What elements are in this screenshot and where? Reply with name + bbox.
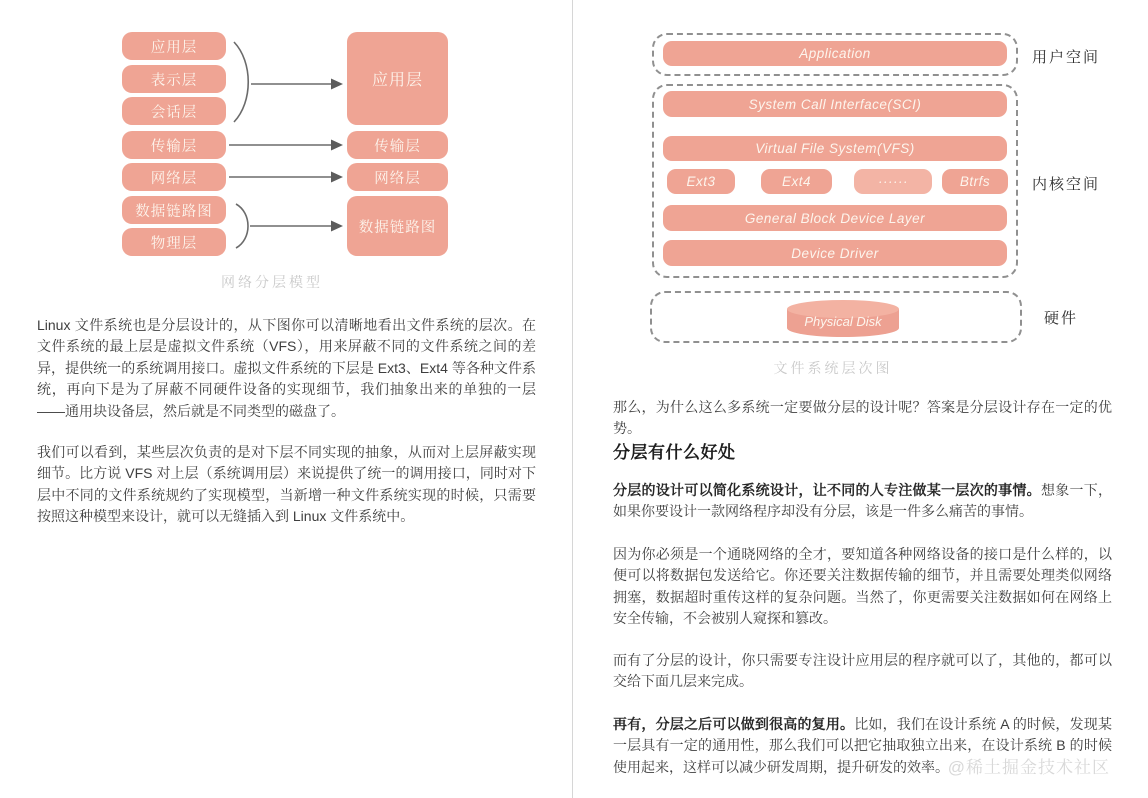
osi-layer-box: 传输层	[122, 131, 226, 159]
device-driver-bar: Device Driver	[663, 240, 1007, 266]
brace-curve	[234, 42, 248, 122]
ext3-box: Ext3	[667, 169, 735, 194]
virtual-file-system-bar: Virtual File System(VFS)	[663, 136, 1007, 161]
paragraph: 那么，为什么这么多系统一定要做分层的设计呢？答案是分层设计存在一定的优势。	[613, 399, 1112, 437]
ext4-box: Ext4	[761, 169, 832, 194]
page-divider	[572, 0, 573, 798]
bold-lead-text: 分层的设计可以简化系统设计，让不同的人专注做某一层次的事情。	[613, 482, 1041, 498]
bold-lead-text: 再有，分层之后可以做到很高的复用。	[613, 716, 855, 732]
brace-curve	[236, 204, 248, 248]
kernel-space-label: 内核空间	[1032, 176, 1101, 193]
watermark: @稀土掘金技术社区	[947, 758, 1110, 777]
merged-layer-box: 数据链路图	[347, 196, 448, 256]
paragraph: 因为你必须是一个通晓网络的全才，要知道各种网络设备的接口是什么样的，以便可以将数据包发送给它。你还要关注数据传输的细节，并且需要处理类似网络拥塞，数据超时重传这样的复杂问题。当然了，你更需要关注数据如何在网络上安全传输，不会被别人窥探和篡改。	[613, 546, 1112, 627]
paragraph-text: 比如，我们在设计系统 A 的时候，发现某一层具有一定的通用性，那么我们可以把它抽取独立出来，在设计系统 B 的时候使用起来，这样可以减少研发周期，提升研发的效率。	[613, 716, 1113, 775]
osi-layer-box: 会话层	[122, 97, 226, 125]
other-filesystems-box: ······	[854, 169, 932, 194]
paragraph	[613, 480, 1112, 523]
paragraph: 而有了分层的设计，你只需要专注设计应用层的程序就可以了，其他的，都可以交给下面几层来完成。	[613, 652, 1112, 690]
arrow-head-icon	[331, 221, 343, 232]
osi-layer-box: 应用层	[122, 32, 226, 60]
application-layer-bar: Application	[663, 41, 1007, 66]
osi-layer-box: 物理层	[122, 228, 226, 256]
osi-layer-box: 数据链路图	[122, 196, 226, 224]
diagram-caption: 网络分层模型	[221, 274, 323, 290]
paragraph: 我们可以看到，某些层次负责的是对下层不同实现的抽象，从而对上层屏蔽实现细节。比方说 VFS 对上层（系统调用层）来说提供了统一的调用接口，同时对下层中不同的文件系统规约了实现模型，当新增一种文件系统实现的时候，只需要按照这种模型来设计，就可以无缝插入到 Linux 文件系统中。	[37, 444, 536, 525]
system-call-interface-bar: System Call Interface(SCI)	[663, 91, 1007, 117]
paragraph-text: 想象一下，如果你要设计一款网络程序却没有分层，该是一件多么痛苦的事情。	[613, 482, 1113, 520]
btrfs-box: Btrfs	[942, 169, 1008, 194]
osi-layer-box: 网络层	[122, 163, 226, 191]
arrow-head-icon	[331, 140, 343, 151]
merged-layer-box: 传输层	[347, 131, 448, 159]
osi-layer-box: 表示层	[122, 65, 226, 93]
merged-layer-box: 网络层	[347, 163, 448, 191]
diagram-caption: 文件系统层次图	[773, 360, 893, 376]
physical-disk-label: Physical Disk	[804, 314, 882, 329]
diagram-connectors	[0, 0, 572, 300]
paragraph: Linux 文件系统也是分层设计的，从下图你可以清晰地看出文件系统的层次。在文件系统的最上层是虚拟文件系统（VFS），用来屏蔽不同的文件系统之间的差异，提供统一的系统调用接口。虚拟文件系统的下层是 Ext3、Ext4 等各种文件系统，再向下是为了屏蔽不同硬件设备的实现细节，我们抽象出来的单独的一层——通用块设备层，然后就是不同类型的磁盘了。	[37, 317, 536, 419]
merged-layer-box: 应用层	[347, 32, 448, 125]
arrow-head-icon	[331, 172, 343, 183]
hardware-label: 硬件	[1044, 310, 1079, 327]
arrow-head-icon	[331, 79, 343, 90]
user-space-label: 用户空间	[1032, 49, 1101, 66]
general-block-device-layer-bar: General Block Device Layer	[663, 205, 1007, 231]
section-heading: 分层有什么好处	[613, 443, 736, 462]
